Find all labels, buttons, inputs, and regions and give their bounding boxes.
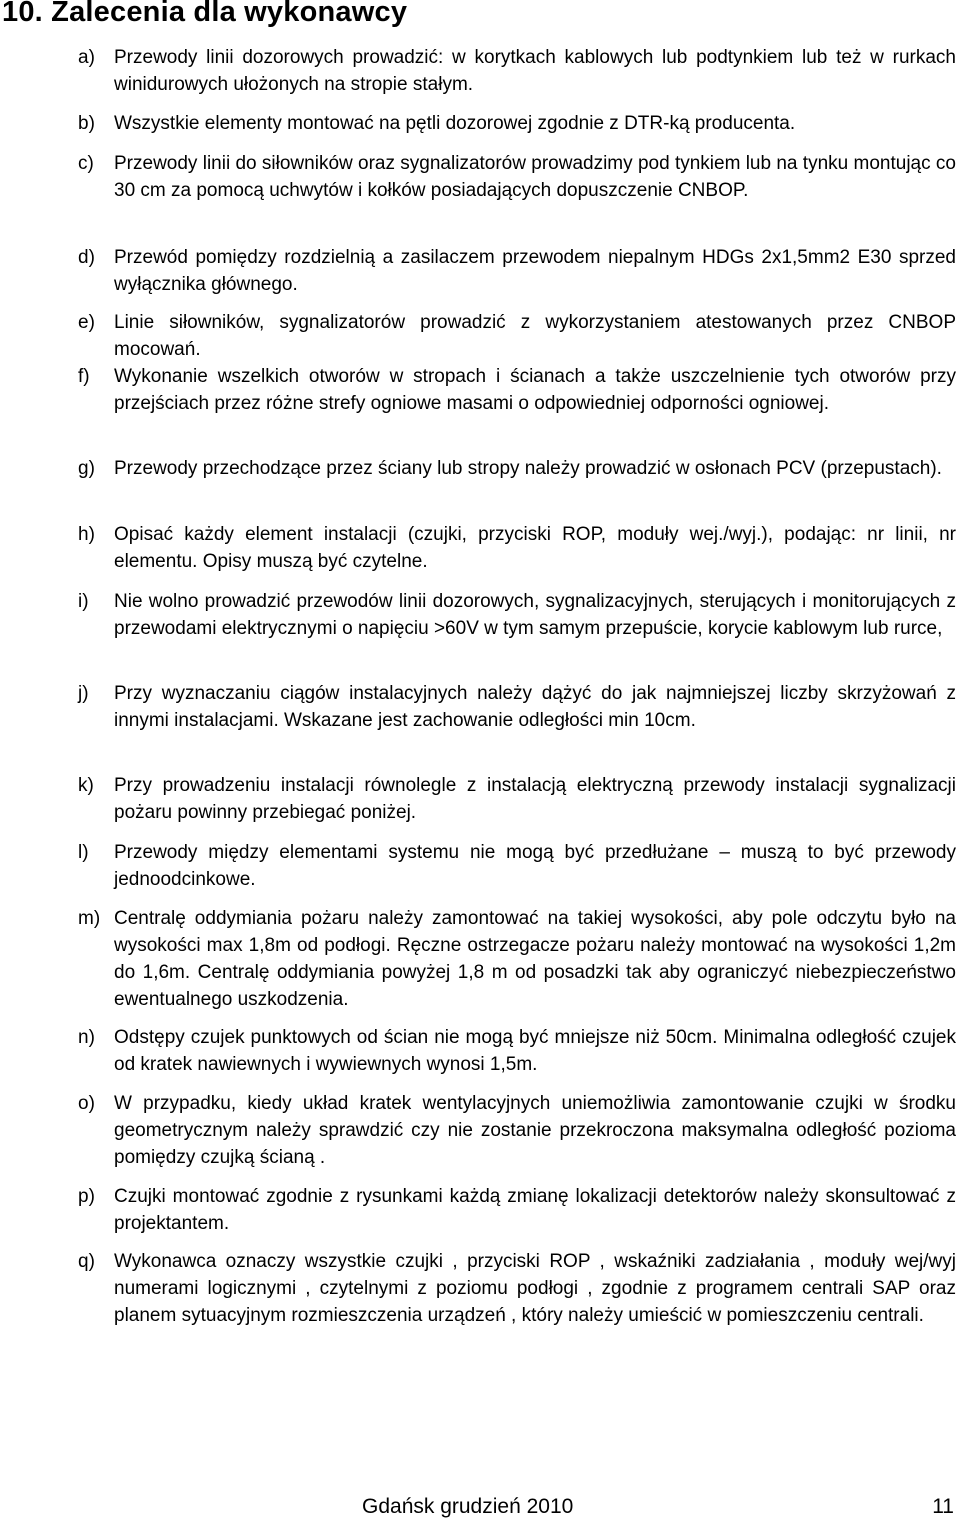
list-item-text: Wykonanie wszelkich otworów w stropach i ścianach a także uszczelnienie tych otworów przy przejściach przez różne strefy ogniowe masami o odpowiedniej odporności ogniowej. xyxy=(114,366,956,414)
list-item-text: Wykonawca oznaczy wszystkie czujki , przyciski ROP , wskaźniki zadziałania , moduły wej/wyj numerami logicznymi , czytelnymi z poziomu podłogi , zgodnie z programem centrali SAP oraz planem sytuacyjnym rozmieszczenia urządzeń , który należy umieścić w pomieszczeniu centrali. xyxy=(114,1251,956,1326)
footer-place-date: Gdańsk grudzień 2010 xyxy=(362,1495,574,1518)
list-item-label: a) xyxy=(78,47,95,68)
list-item xyxy=(78,44,956,98)
list-item-label: k) xyxy=(78,775,94,796)
list-item xyxy=(78,110,956,137)
list-item xyxy=(78,905,956,1013)
list-item-label: c) xyxy=(78,153,94,174)
list-item xyxy=(78,1183,956,1237)
list-item xyxy=(78,363,956,417)
list-item-text: Wszystkie elementy montować na pętli dozorowej zgodnie z DTR-ką producenta. xyxy=(114,113,796,134)
page-number: 11 xyxy=(932,1495,954,1518)
list-item xyxy=(78,772,956,826)
list-item-label: p) xyxy=(78,1186,95,1207)
list-item-text: Linie siłowników, sygnalizatorów prowadzić z wykorzystaniem atestowanych przez CNBOP mocowań. xyxy=(114,312,956,360)
list-item-text: Przewody linii dozorowych prowadzić: w korytkach kablowych lub podtynkiem lub też w rurkach winidurowych ułożonych na stropie stałym. xyxy=(114,47,956,95)
list-item xyxy=(78,150,956,204)
list-item-text: Przy wyznaczaniu ciągów instalacyjnych należy dążyć do jak najmniejszej liczby skrzyżowań z innymi instalacjami. Wskazane jest zachowanie odległości min 10cm. xyxy=(114,683,956,731)
list-item xyxy=(78,588,956,642)
list-item-text: Nie wolno prowadzić przewodów linii dozorowych, sygnalizacyjnych, sterujących i monitorujących z przewodami elektrycznymi o napięciu >60V w tym samym przepuście, korycie kablowym lub rurce, xyxy=(114,591,956,639)
list-item-label: q) xyxy=(78,1251,95,1272)
list-item-label: l) xyxy=(78,842,89,863)
list-item-label: j) xyxy=(78,683,89,704)
list-item xyxy=(78,1024,956,1078)
section-title: 10. Zalecenia dla wykonawcy xyxy=(2,0,408,28)
list-item-text: Centralę oddymiania pożaru należy zamontować na takiej wysokości, aby pole odczytu było na wysokości max 1,8m od podłogi. Ręczne ostrzegacze pożaru należy montować na wysokości 1,2m do 1,6m. Centralę oddymiania powyżej 1,8 m od posadzki tak aby ograniczyć niebezpieczeństwo ewentualnego uszkodzenia. xyxy=(114,908,956,1010)
list-item-text: Przy prowadzeniu instalacji równolegle z instalacją elektryczną przewody instalacji sygnalizacji pożaru powinny przebiegać poniżej. xyxy=(114,775,956,823)
list-item-text: W przypadku, kiedy układ kratek wentylacyjnych uniemożliwia zamontowanie czujki w środku geometrycznym należy sprawdzić czy nie zostanie przekroczona maksymalna odległość pozioma pomiędzy czujką ścianą . xyxy=(114,1093,956,1168)
list-item-text: Przewody między elementami systemu nie mogą być przedłużane – muszą to być przewody jednoodcinkowe. xyxy=(114,842,956,890)
list-item-label: m) xyxy=(78,908,101,929)
list-item xyxy=(78,1248,956,1329)
list-item-text: Opisać każdy element instalacji (czujki, przyciski ROP, moduły wej./wyj.), podając: nr linii, nr elementu. Opisy muszą być czytelne. xyxy=(114,524,956,572)
list-item-text: Przewody przechodzące przez ściany lub stropy należy prowadzić w osłonach PCV (przepustach). xyxy=(114,458,942,479)
list-item-text: Przewód pomiędzy rozdzielnią a zasilaczem przewodem niepalnym HDGs 2x1,5mm2 E30 sprzed wyłącznika głównego. xyxy=(114,247,956,295)
list-item xyxy=(78,455,956,482)
list-item-label: g) xyxy=(78,458,95,479)
list-item-label: d) xyxy=(78,247,95,268)
list-item xyxy=(78,521,956,575)
list-item-label: o) xyxy=(78,1093,95,1114)
list-item xyxy=(78,244,956,298)
list-item-label: f) xyxy=(78,366,90,387)
list-item xyxy=(78,680,956,734)
list-item-text: Odstępy czujek punktowych od ścian nie mogą być mniejsze niż 50cm. Minimalna odległość czujek od kratek nawiewnych i wywiewnych wynosi 1,5m. xyxy=(114,1027,956,1075)
list-item xyxy=(78,839,956,893)
list-item-label: b) xyxy=(78,113,95,134)
list-item-label: n) xyxy=(78,1027,95,1048)
list-item-text: Czujki montować zgodnie z rysunkami każdą zmianę lokalizacji detektorów należy skonsultować z projektantem. xyxy=(114,1186,956,1234)
list-item-label: e) xyxy=(78,312,95,333)
list-item-label: h) xyxy=(78,524,95,545)
list-item xyxy=(78,309,956,363)
list-item xyxy=(78,1090,956,1171)
list-item-label: i) xyxy=(78,591,89,612)
list-item-text: Przewody linii do siłowników oraz sygnalizatorów prowadzimy pod tynkiem lub na tynku montując co 30 cm za pomocą uchwytów i kołków posiadających dopuszczenie CNBOP. xyxy=(114,153,956,201)
